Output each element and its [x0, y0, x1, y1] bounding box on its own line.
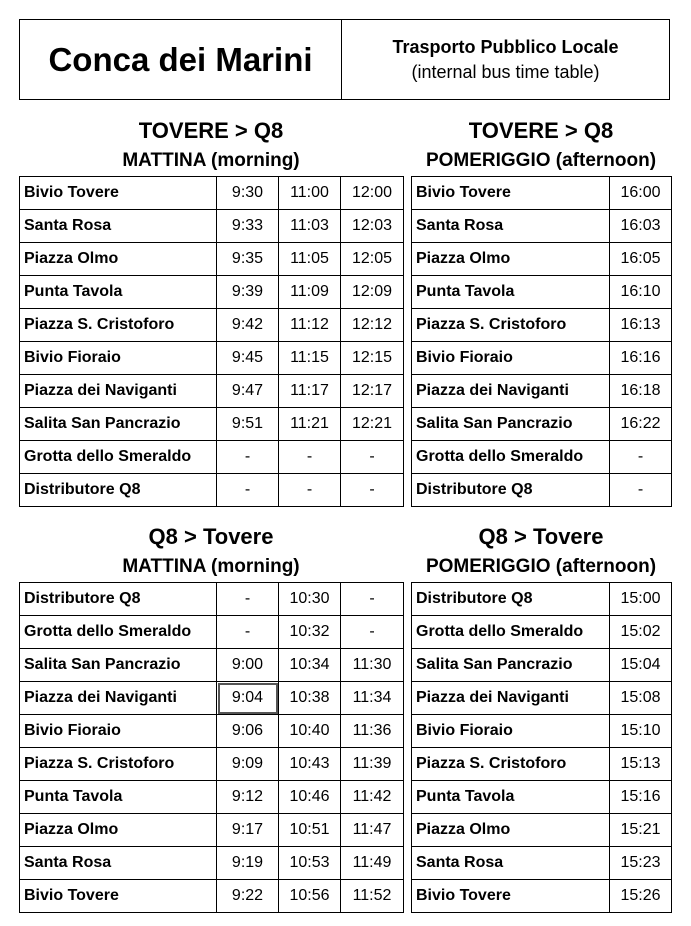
stop-name: Distributore Q8	[20, 583, 217, 616]
stop-name: Punta Tavola	[20, 781, 217, 814]
table-row	[20, 616, 404, 649]
departure-time: -	[610, 441, 672, 474]
departure-time: -	[341, 583, 404, 616]
departure-time: 11:47	[341, 814, 404, 847]
table-row	[20, 276, 404, 309]
stop-name: Piazza S. Cristoforo	[412, 309, 610, 342]
departure-time: 11:52	[341, 880, 404, 913]
table-row	[20, 781, 404, 814]
stop-name: Piazza dei Naviganti	[412, 375, 610, 408]
stop-name: Piazza dei Naviganti	[20, 375, 217, 408]
departure-time: 16:10	[610, 276, 672, 309]
table-row	[20, 474, 404, 507]
table-row	[20, 177, 404, 210]
departure-time: 9:45	[217, 342, 279, 375]
departure-time: 11:15	[279, 342, 341, 375]
stop-name: Santa Rosa	[412, 847, 610, 880]
departure-time: 10:38	[279, 682, 341, 715]
departure-time: 9:47	[217, 375, 279, 408]
stop-name: Salita San Pancrazio	[20, 649, 217, 682]
stop-name: Santa Rosa	[412, 210, 610, 243]
departure-time: 16:22	[610, 408, 672, 441]
table-row	[412, 781, 672, 814]
timetable	[411, 176, 672, 507]
stop-name: Punta Tavola	[412, 276, 610, 309]
table-row	[20, 682, 404, 715]
table-row	[412, 441, 672, 474]
departure-time: 15:08	[610, 682, 672, 715]
header-subtitle-note: (internal bus time table)	[411, 61, 600, 82]
stop-name: Grotta dello Smeraldo	[20, 616, 217, 649]
table-row	[20, 715, 404, 748]
table-row	[412, 177, 672, 210]
departure-time: 9:09	[217, 748, 279, 781]
departure-time: 16:16	[610, 342, 672, 375]
departure-time: 9:39	[217, 276, 279, 309]
departure-time: -	[341, 441, 404, 474]
departure-time: 12:00	[341, 177, 404, 210]
stop-name: Distributore Q8	[412, 474, 610, 507]
departure-time: 11:09	[279, 276, 341, 309]
table-row	[20, 342, 404, 375]
departure-time: 9:22	[217, 880, 279, 913]
table-row	[412, 682, 672, 715]
departure-time: 9:42	[217, 309, 279, 342]
departure-time: 12:17	[341, 375, 404, 408]
table-row	[412, 375, 672, 408]
stop-name: Piazza S. Cristoforo	[412, 748, 610, 781]
stop-name: Bivio Fioraio	[412, 715, 610, 748]
departure-time: -	[279, 441, 341, 474]
departure-time: 10:43	[279, 748, 341, 781]
departure-time: 15:10	[610, 715, 672, 748]
stop-name: Salita San Pancrazio	[412, 408, 610, 441]
table-row	[412, 880, 672, 913]
departure-time: 10:30	[279, 583, 341, 616]
stop-name: Bivio Fioraio	[412, 342, 610, 375]
stop-name: Salita San Pancrazio	[20, 408, 217, 441]
table-row	[20, 243, 404, 276]
departure-time: 15:02	[610, 616, 672, 649]
departure-time: 10:34	[279, 649, 341, 682]
table-row	[20, 441, 404, 474]
departure-time: 10:56	[279, 880, 341, 913]
stop-name: Bivio Tovere	[20, 177, 217, 210]
table-row	[412, 814, 672, 847]
departure-time: 12:05	[341, 243, 404, 276]
stop-name: Bivio Fioraio	[20, 342, 217, 375]
stop-name: Distributore Q8	[20, 474, 217, 507]
period-title: MATTINA (morning)	[122, 150, 300, 171]
departure-time: 11:05	[279, 243, 341, 276]
stop-name: Salita San Pancrazio	[412, 649, 610, 682]
stop-name: Piazza dei Naviganti	[412, 682, 610, 715]
departure-time: 11:39	[341, 748, 404, 781]
stop-name: Bivio Tovere	[412, 880, 610, 913]
table-row	[20, 649, 404, 682]
departure-time: 12:09	[341, 276, 404, 309]
section-q8-tovere-morning	[19, 522, 403, 913]
departure-time: 15:21	[610, 814, 672, 847]
stop-name: Bivio Tovere	[20, 880, 217, 913]
header-subtitle-box	[342, 20, 669, 99]
table-row	[412, 583, 672, 616]
timetable	[411, 582, 672, 913]
departure-time: 11:12	[279, 309, 341, 342]
stop-name: Santa Rosa	[20, 210, 217, 243]
departure-time: 16:00	[610, 177, 672, 210]
departure-time: 16:05	[610, 243, 672, 276]
table-row	[20, 748, 404, 781]
period-title: MATTINA (morning)	[122, 556, 300, 577]
table-row	[20, 210, 404, 243]
departure-time: 9:51	[217, 408, 279, 441]
stop-name: Piazza dei Naviganti	[20, 682, 217, 715]
departure-time: 11:36	[341, 715, 404, 748]
stop-name: Piazza S. Cristoforo	[20, 748, 217, 781]
departure-time: -	[279, 474, 341, 507]
stop-name: Grotta dello Smeraldo	[20, 441, 217, 474]
departure-time: 15:00	[610, 583, 672, 616]
departure-time: 12:03	[341, 210, 404, 243]
departure-time: 11:17	[279, 375, 341, 408]
departure-time: 9:17	[217, 814, 279, 847]
departure-time: 16:13	[610, 309, 672, 342]
table-row	[20, 309, 404, 342]
departure-time: 11:03	[279, 210, 341, 243]
table-row	[412, 408, 672, 441]
departure-time: 15:26	[610, 880, 672, 913]
departure-time: -	[341, 474, 404, 507]
table-row	[412, 243, 672, 276]
table-row	[20, 814, 404, 847]
table-row	[20, 408, 404, 441]
table-row	[412, 342, 672, 375]
table-row	[412, 715, 672, 748]
departure-time: 16:03	[610, 210, 672, 243]
stop-name: Bivio Fioraio	[20, 715, 217, 748]
departure-time: 11:00	[279, 177, 341, 210]
departure-time: 9:19	[217, 847, 279, 880]
table-row	[20, 583, 404, 616]
stop-name: Piazza Olmo	[412, 243, 610, 276]
table-row	[20, 375, 404, 408]
departure-time: 9:33	[217, 210, 279, 243]
departure-time: 10:46	[279, 781, 341, 814]
stop-name: Piazza Olmo	[20, 243, 217, 276]
stop-name: Distributore Q8	[412, 583, 610, 616]
table-row	[412, 309, 672, 342]
table-row	[20, 880, 404, 913]
departure-time: -	[217, 616, 279, 649]
departure-time: 11:34	[341, 682, 404, 715]
route-title: Q8 > Tovere	[148, 524, 274, 549]
route-title: TOVERE > Q8	[468, 118, 614, 143]
departure-time: 11:42	[341, 781, 404, 814]
departure-time: 10:40	[279, 715, 341, 748]
table-row	[412, 276, 672, 309]
timetable	[19, 582, 404, 913]
table-row	[412, 474, 672, 507]
stop-name: Piazza Olmo	[412, 814, 610, 847]
stop-name: Bivio Tovere	[412, 177, 610, 210]
departure-time: 9:30	[217, 177, 279, 210]
table-row	[20, 847, 404, 880]
departure-time: -	[341, 616, 404, 649]
section-tovere-q8-morning	[19, 116, 403, 507]
table-row	[412, 616, 672, 649]
page-title: Conca dei Marini	[20, 20, 342, 99]
departure-time: 12:21	[341, 408, 404, 441]
departure-time: 9:04	[217, 682, 279, 715]
departure-time: 12:12	[341, 309, 404, 342]
departure-time: 15:13	[610, 748, 672, 781]
departure-time: -	[217, 441, 279, 474]
departure-time: 10:32	[279, 616, 341, 649]
departure-time: 15:04	[610, 649, 672, 682]
section-q8-tovere-afternoon	[411, 522, 671, 913]
period-title: POMERIGGIO (afternoon)	[425, 556, 657, 577]
stop-name: Piazza S. Cristoforo	[20, 309, 217, 342]
route-title: TOVERE > Q8	[138, 118, 284, 143]
departure-time: 16:18	[610, 375, 672, 408]
header-box	[19, 19, 670, 100]
table-row	[412, 847, 672, 880]
table-row	[412, 649, 672, 682]
departure-time: 11:49	[341, 847, 404, 880]
stop-name: Punta Tavola	[20, 276, 217, 309]
departure-time: 9:00	[217, 649, 279, 682]
departure-time: 15:23	[610, 847, 672, 880]
stop-name: Santa Rosa	[20, 847, 217, 880]
departure-time: 9:12	[217, 781, 279, 814]
departure-time: 15:16	[610, 781, 672, 814]
departure-time: 9:35	[217, 243, 279, 276]
timetable	[19, 176, 404, 507]
departure-time: 10:51	[279, 814, 341, 847]
departure-time: -	[217, 583, 279, 616]
stop-name: Piazza Olmo	[20, 814, 217, 847]
stop-name: Punta Tavola	[412, 781, 610, 814]
departure-time: 11:21	[279, 408, 341, 441]
departure-time: 9:06	[217, 715, 279, 748]
table-row	[412, 210, 672, 243]
departure-time: -	[217, 474, 279, 507]
stop-name: Grotta dello Smeraldo	[412, 441, 610, 474]
departure-time: -	[610, 474, 672, 507]
period-title: POMERIGGIO (afternoon)	[425, 150, 657, 171]
departure-time: 12:15	[341, 342, 404, 375]
section-tovere-q8-afternoon	[411, 116, 671, 507]
stop-name: Grotta dello Smeraldo	[412, 616, 610, 649]
departure-time: 10:53	[279, 847, 341, 880]
table-row	[412, 748, 672, 781]
header-subtitle: Trasporto Pubblico Locale	[392, 36, 619, 57]
departure-time: 11:30	[341, 649, 404, 682]
route-title: Q8 > Tovere	[478, 524, 604, 549]
